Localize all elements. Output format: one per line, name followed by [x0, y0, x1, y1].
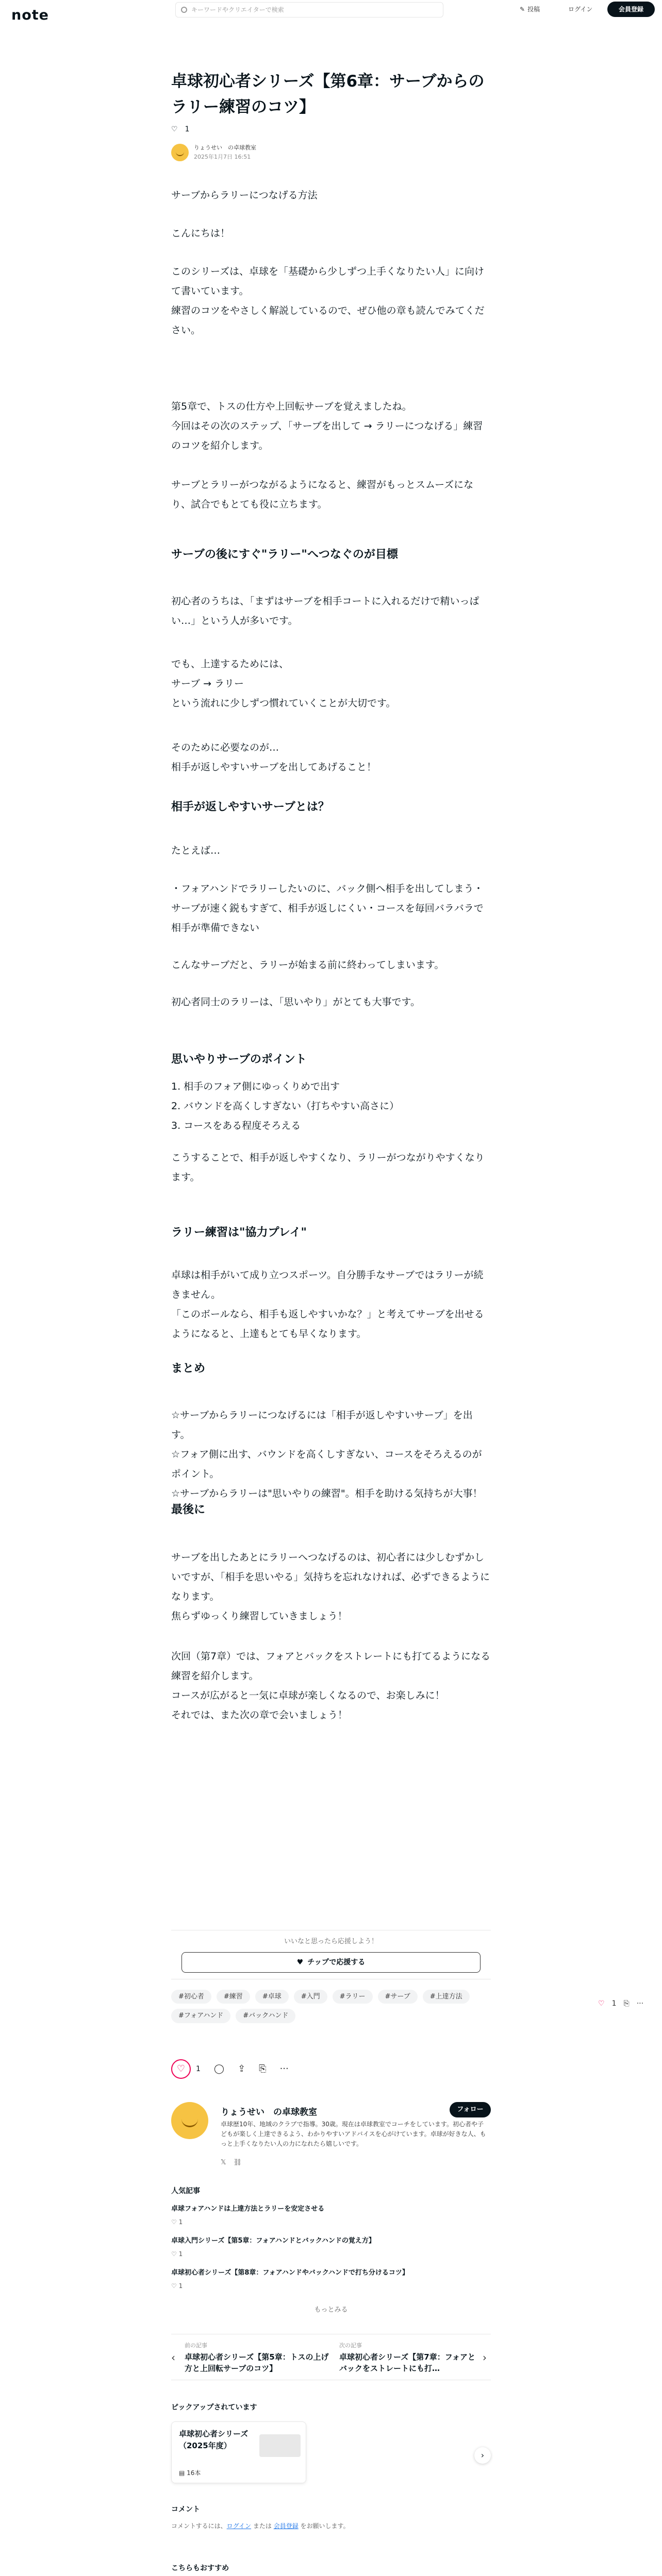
magazine-thumbnail [259, 2434, 301, 2457]
more-link[interactable]: もっとみる [314, 2306, 348, 2314]
paragraph: でも、上達するためには、 サーブ → ラリー という流れに少しずつ慣れていくことが大切です。 [171, 658, 396, 709]
tag[interactable]: #練習 [217, 1990, 250, 2004]
paragraph: こんなサーブだと、ラリーが始まる前に終わってしまいます。 [171, 959, 444, 971]
tag[interactable]: #卓球 [255, 1990, 289, 2004]
like-count: 1 [196, 2064, 201, 2073]
more-icon[interactable]: ··· [636, 1999, 644, 2008]
post-button[interactable] [520, 4, 540, 15]
creator-socials [221, 2157, 242, 2170]
tag[interactable]: #サーブ [378, 1990, 418, 2004]
comment-login-prompt [171, 2520, 350, 2532]
popular-item[interactable]: 卓球フォアハンドは上達方法とラリーを安定させる [171, 2205, 325, 2213]
prev-article[interactable] [185, 2341, 334, 2375]
search-placeholder: キーワードやクリエイターで検索 [191, 6, 284, 13]
prev-title: 卓球初心者シリーズ【第5章：トスの上げ方と上回転サーブのコツ】 [185, 2352, 329, 2374]
article-nav [171, 2334, 491, 2380]
author-meta [194, 143, 256, 161]
creator-card [171, 2102, 491, 2164]
support-message: いいなと思ったら応援しよう！ [284, 1938, 378, 1945]
tag-list [171, 1990, 491, 2023]
next-article[interactable] [339, 2341, 478, 2375]
creator-bio: 卓球歴10年、地域のクラブで指導。30歳。現在は卓球教室でコーチをしています。初心者や子どもが楽しく上達できるよう、わかりやすいアドバイスを心がけています。卓球が好きな人、もっと上手くなりたい人の力になれたら嬉しいです。 [221, 2121, 486, 2148]
tag[interactable]: #上達方法 [423, 1990, 470, 2004]
paragraph: たとえば… [171, 845, 221, 856]
section-heading: ラリー練習は"協力プレイ" [171, 1226, 307, 1239]
comment-text: または [251, 2522, 274, 2530]
chevron-left-icon[interactable]: ‹ [171, 2351, 175, 2364]
heart-icon[interactable]: ♡ [598, 1999, 605, 2008]
search-icon [181, 7, 187, 13]
recommend-title: こちらもおすすめ [171, 2564, 229, 2572]
popular-like [171, 2216, 183, 2228]
chevron-right-icon[interactable]: › [483, 2351, 487, 2364]
tag[interactable]: #バックハンド [236, 2009, 295, 2023]
paragraph: 第5章で、トスの仕方や上回転サーブを覚えましたね。 今回はその次のステップ、「サーブを出して → ラリーにつなげる」練習のコツを紹介します。 [171, 401, 483, 451]
popular-like-count: 1 [178, 2218, 183, 2226]
more-icon[interactable]: ··· [279, 2063, 289, 2074]
paragraph: 卓球は相手がいて成り立つスポーツ。自分勝手なサーブではラリーが続きません。 「このボールなら、相手も返しやすいかな？」と考えてサーブを出せるようになると、上達もとても早くなります。 [171, 1269, 484, 1340]
search-input[interactable] [175, 2, 443, 18]
pickup-title: ピックアップされています [171, 2403, 257, 2412]
support-box [171, 1930, 491, 1979]
magazine-title: 卓球初心者シリーズ（2025年度） [179, 2429, 249, 2450]
tag[interactable]: #入門 [294, 1990, 327, 2004]
login-link[interactable]: ログイン [226, 2522, 252, 2530]
paragraph: サーブからラリーにつなげる方法 [171, 190, 318, 201]
popular-item[interactable]: 卓球初心者シリーズ【第8章：フォアハンドやバックハンドで打ち分けるコツ】 [171, 2269, 409, 2277]
heart-icon: ♡ [171, 2250, 179, 2258]
x-icon[interactable]: 𝕏 [221, 2159, 226, 2166]
magazine-count-value: 16本 [187, 2469, 201, 2477]
tip-button-label: チップで応援する [307, 1958, 366, 1967]
paragraph: 1. 相手のフォア側にゆっくりめで出す 2. バウンドを高くしすぎない（打ちやすい高さに） 3. コースをある程度そろえる [171, 1081, 400, 1131]
like-count: 1 [185, 125, 190, 133]
tip-button[interactable] [181, 1952, 481, 1973]
top-header [0, 0, 662, 23]
paragraph: 次回（第7章）では、フォアとバックをストレートにも打てるようになる練習を紹介します。 コースが広がると一気に卓球が楽しくなるので、お楽しみに！ それでは、また次の章で会いましょう！ [171, 1651, 491, 1721]
next-title: 卓球初心者シリーズ【第7章：フォアとバックをストレートにも打… [339, 2352, 475, 2374]
paragraph: こんにちは！ [171, 228, 230, 239]
author-mini[interactable] [171, 143, 256, 161]
side-actions [598, 1997, 643, 2011]
signup-link[interactable]: 会員登録 [273, 2522, 299, 2530]
avatar[interactable] [171, 2102, 208, 2139]
like-row-top [171, 123, 189, 137]
comment-text: をお願いします。 [298, 2522, 350, 2530]
signup-button[interactable]: 会員登録 [607, 2, 655, 17]
paragraph: このシリーズは、卓球を「基礎から少しずつ上手くなりたい人」に向けて書いています。 練習のコツをやさしく解説しているので、ぜひ他の章も読んでみてください。 [171, 266, 485, 336]
comment-title: コメント [171, 2505, 200, 2514]
like-button[interactable] [171, 2059, 191, 2079]
section-heading: 思いやりサーブのポイント [171, 1053, 307, 1066]
paragraph: 初心者同士のラリーは、「思いやり」がとても大事です。 [171, 996, 420, 1008]
paragraph: 初心者のうちは、「まずはサーブを相手コートに入れるだけで精いっぱい…」という人が多いです。 [171, 596, 479, 626]
heart-icon: ♡ [176, 2063, 186, 2074]
link-icon[interactable]: ⛓ [233, 2159, 242, 2166]
document-icon: ▤ [179, 2469, 187, 2477]
avatar[interactable] [171, 144, 189, 161]
login-button[interactable]: ログイン [568, 6, 593, 13]
paragraph: サーブとラリーがつながるようになると、練習がもっとスムーズになり、試合でもとても役に立ちます。 [171, 479, 474, 510]
carousel-next-button[interactable] [474, 2447, 491, 2464]
author-name[interactable]: りょうせい の卓球教室 [194, 144, 256, 151]
creator-name[interactable]: りょうせい の卓球教室 [221, 2107, 317, 2117]
note-logo[interactable]: note [11, 7, 49, 23]
heart-icon: ♡ [171, 2282, 179, 2290]
paragraph: サーブを出したあとにラリーへつなげるのは、初心者には少しむずかしいですが、「相手を思いやる」気持ちを忘れなければ、必ずできるようになります。 焦らずゆっくり練習していきましょう！ [171, 1552, 490, 1622]
bookmark-icon[interactable]: ⎘ [623, 1999, 630, 2008]
section-heading: まとめ [171, 1362, 206, 1375]
popular-like-count: 1 [178, 2250, 183, 2258]
section-heading: 最後に [171, 1503, 206, 1516]
paragraph: そのために必要なのが… 相手が返しやすいサーブを出してあげること！ [171, 742, 377, 773]
tag[interactable]: #ラリー [333, 1990, 373, 2004]
paragraph: ・フォアハンドでラリーしたいのに、バック側へ相手を出してしまう・サーブが速く鋭もすぎて、相手が返しにくい・コースを毎回バラバラで相手が準備できない [171, 883, 484, 934]
magazine-card[interactable] [171, 2421, 306, 2483]
post-label: 投稿 [527, 6, 540, 13]
chevron-right-icon: › [481, 2450, 485, 2460]
section-heading: サーブの後にすぐ"ラリー"へつなぐのが目標 [171, 548, 398, 561]
comment-text: コメントするには、 [171, 2522, 227, 2530]
paragraph: ☆サーブからラリーにつなげるには「相手が返しやすいサーブ」を出す。 ☆フォア側に出す、バウンドを高くしすぎない、コースをそろえるのがポイント。 ☆サーブからラリーは"思いやりの練習"。相手を助ける気持ちが大事！ [171, 1410, 483, 1499]
popular-like [171, 2280, 183, 2292]
next-label: 次の記事 [339, 2342, 362, 2349]
comment-icon[interactable]: ◯ [213, 2063, 225, 2074]
heart-icon[interactable]: ♡ [171, 125, 178, 133]
tag[interactable]: #初心者 [171, 1990, 211, 2004]
popular-title: 人気記事 [171, 2187, 200, 2195]
article-title: 卓球初心者シリーズ【第6章：サーブからのラリー練習のコツ】 [171, 72, 485, 116]
heart-coin-icon: ♥ [296, 1958, 304, 1967]
paragraph: こうすることで、相手が返しやすくなり、ラリーがつながりやすくなります。 [171, 1152, 485, 1183]
heart-icon: ♡ [171, 2218, 179, 2226]
publish-date: 2025年1月7日 16:51 [194, 153, 251, 160]
action-bar [171, 2059, 491, 2079]
follow-button[interactable]: フォロー [450, 2102, 491, 2117]
popular-item[interactable]: 卓球入門シリーズ【第5章：フォアハンドとバックハンドの覚え方】 [171, 2237, 375, 2245]
magazine-count [179, 2467, 201, 2479]
section-heading: 相手が返しやすいサーブとは？ [171, 801, 329, 814]
tag[interactable]: #フォアハンド [171, 2009, 230, 2023]
pen-icon: ✎ [520, 6, 525, 13]
prev-label: 前の記事 [185, 2342, 207, 2349]
popular-like [171, 2248, 183, 2260]
side-like-count: 1 [611, 1999, 617, 2008]
popular-like-count: 1 [178, 2282, 183, 2290]
bookmark-icon[interactable]: ⎘ [259, 2063, 267, 2074]
share-icon[interactable]: ⇪ [238, 2063, 246, 2074]
